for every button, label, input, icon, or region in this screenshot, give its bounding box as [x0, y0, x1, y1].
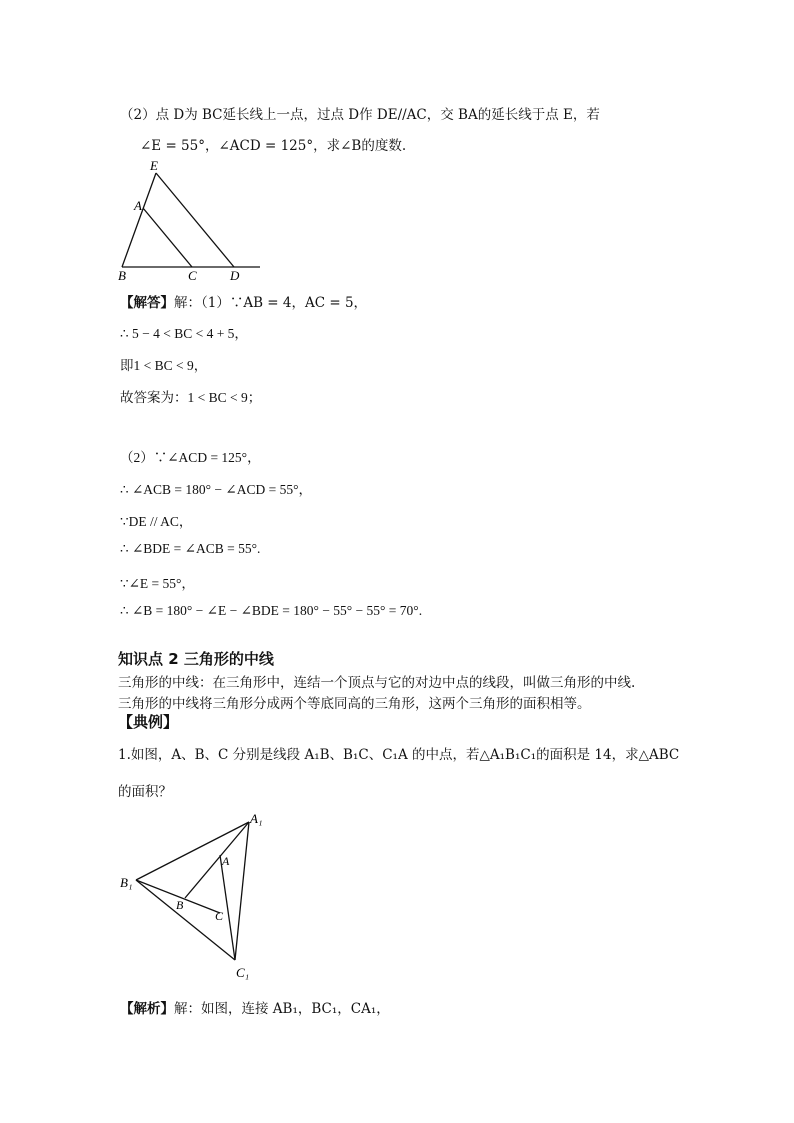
definition-line-2: 三角形的中线将三角形分成两个等底同高的三角形，这两个三角形的面积相等。	[118, 696, 591, 712]
answer-line-3: 即1 < BC < 9，	[120, 358, 208, 373]
line-a1b1	[136, 822, 249, 880]
answer2-line-5: ∵∠E = 55°，	[120, 576, 195, 591]
line-ba1	[185, 822, 249, 898]
answer-line-2: ∴ 5 − 4 < BC < 4 + 5，	[120, 326, 248, 341]
answer-text-1: 解：（1）∵AB = 4，AC = 5，	[174, 295, 368, 311]
definition-line-1: 三角形的中线：在三角形中，连结一个顶点与它的对边中点的线段，叫做三角形的中线.	[118, 675, 636, 691]
problem-line-2: 的面积？	[118, 784, 172, 800]
answer-tag: 【解答】	[120, 295, 174, 311]
analysis-tag: 【解析】	[120, 1001, 174, 1017]
line-ac	[143, 208, 192, 267]
answer2-line-3: ∵DE // AC，	[120, 514, 193, 529]
problem-line-1: 1.如图，A、B、C 分别是线段 A₁B、B₁C、C₁A 的中点，若△A₁B₁C₁的面积是 14，求△ABC	[118, 747, 680, 763]
label-a: A	[134, 198, 142, 213]
label-e: E	[150, 158, 158, 173]
line-be	[122, 173, 156, 267]
analysis-text: 解：如图，连接 AB₁，BC₁，CA₁，	[174, 1001, 390, 1017]
answer2-line-6: ∴ ∠B = 180° − ∠E − ∠BDE = 180° − 55° − 55° = 70°.	[120, 603, 423, 618]
line-a1c1	[235, 822, 249, 960]
question-line-2: ∠E = 55°，∠ACD = 125°，求∠B的度数.	[140, 138, 407, 154]
label-c1: C₁	[236, 965, 250, 980]
label-d: D	[230, 268, 240, 283]
figure-triangle-parallel	[110, 155, 270, 285]
answer2-line-1: （2）∵∠ACD = 125°，	[120, 450, 261, 465]
label-b: B	[176, 898, 184, 912]
question-line-1: （2）点 D为 BC延长线上一点，过点 D作 DE//AC，交 BA的延长线于点 E，若	[120, 107, 600, 123]
answer2-line-2: ∴ ∠ACB = 180° − ∠ACD = 55°，	[120, 482, 312, 497]
label-c: C	[215, 909, 224, 923]
answer-line-1	[120, 291, 367, 311]
example-tag: 【典例】	[118, 713, 179, 731]
label-b1: B₁	[120, 875, 133, 890]
analysis-line	[120, 997, 390, 1017]
label-a: A	[222, 854, 230, 868]
line-ed	[156, 173, 234, 267]
label-b: B	[118, 268, 126, 283]
label-c: C	[188, 268, 197, 283]
answer-line-4: 故答案为：1 < BC < 9；	[120, 390, 262, 405]
label-a1: A₁	[250, 811, 263, 826]
line-ac1	[220, 855, 235, 960]
answer2-line-4: ∴ ∠BDE = ∠ACB = 55°.	[120, 541, 261, 556]
figure-nested-triangles	[110, 805, 280, 985]
section-title: 知识点 2 三角形的中线	[118, 650, 274, 668]
